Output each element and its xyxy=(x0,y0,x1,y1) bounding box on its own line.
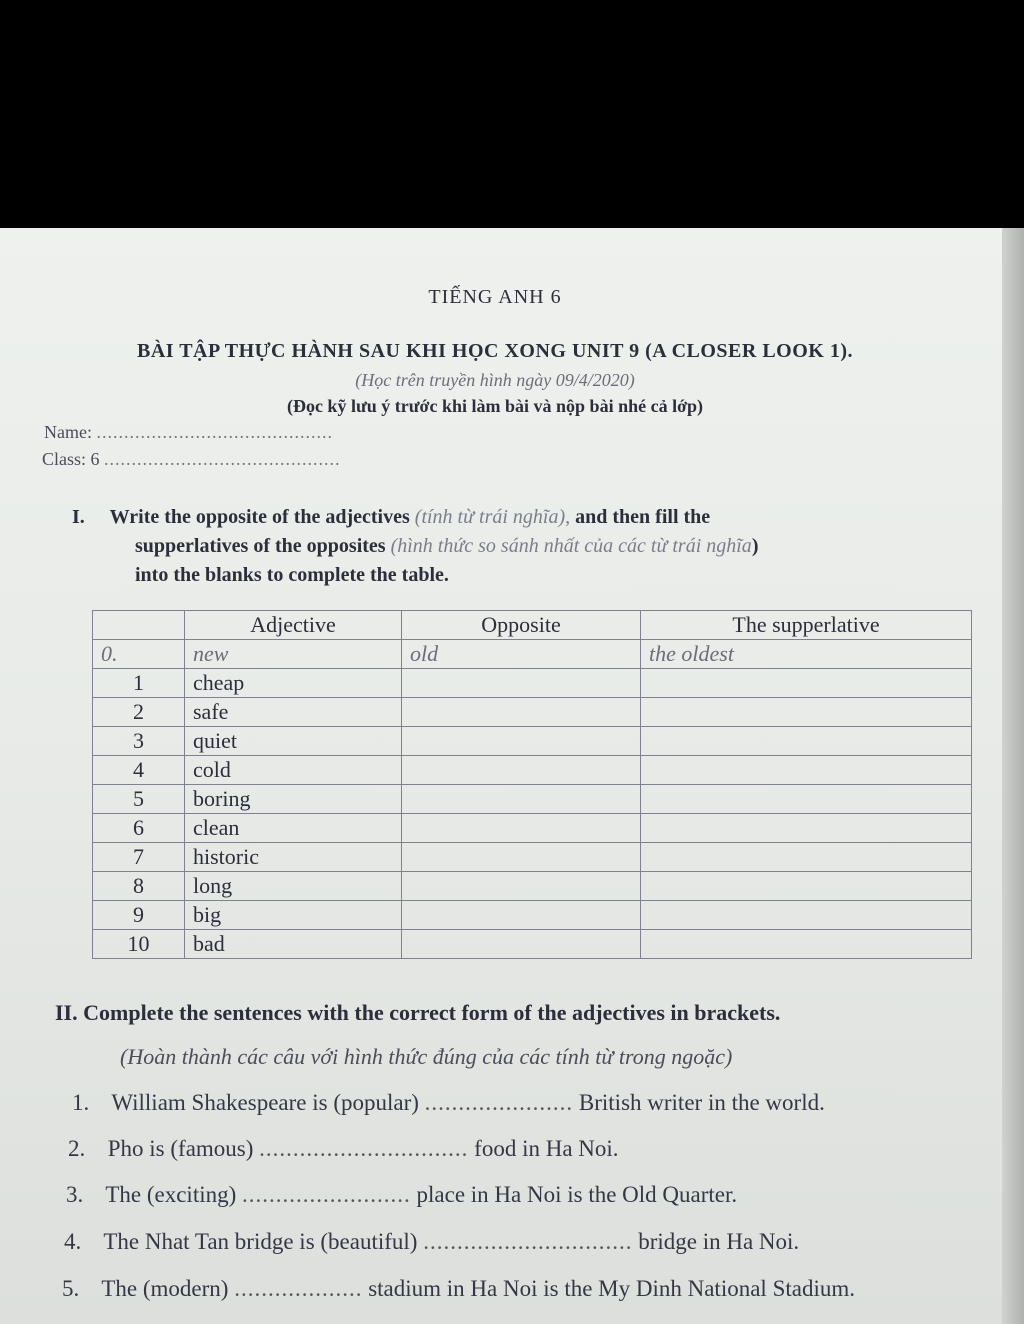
superlative-blank[interactable] xyxy=(641,872,972,901)
section-2-title: II. Complete the sentences with the correct form of the adjectives in brackets. xyxy=(55,1000,781,1025)
question-text-after: British writer in the world. xyxy=(578,1090,825,1115)
row-adjective: bad xyxy=(185,930,402,959)
broadcast-date-note: (Học trên truyền hình ngày 09/4/2020) xyxy=(355,370,635,390)
section-1-viet-b: (hình thức so sánh nhất của các từ trái nghĩa xyxy=(390,535,752,557)
table-row xyxy=(93,669,972,698)
section-1-number: I. xyxy=(72,506,85,528)
table-row xyxy=(93,727,972,756)
name-label: Name: xyxy=(44,422,92,442)
section-1-text-a: Write the opposite of the adjectives xyxy=(109,506,410,528)
row-adjective: cheap xyxy=(185,669,402,698)
row-number: 5 xyxy=(93,785,185,814)
section-1-text-c: supperlatives of the opposites xyxy=(135,535,386,557)
example-adjective: new xyxy=(185,640,402,669)
question-text-before: William Shakespeare is (popular) xyxy=(111,1090,419,1115)
question-4 xyxy=(64,1229,799,1255)
question-text-before: The Nhat Tan bridge is (beautiful) xyxy=(103,1229,418,1254)
row-number: 1 xyxy=(93,669,185,698)
answer-blank[interactable]: ................... xyxy=(234,1276,363,1301)
superlative-blank[interactable] xyxy=(641,814,972,843)
table-row xyxy=(93,756,972,785)
superlative-blank[interactable] xyxy=(641,843,972,872)
example-number: 0. xyxy=(93,640,185,669)
instruction-note: (Đọc kỹ lưu ý trước khi làm bài và nộp bài nhé cả lớp) xyxy=(286,396,704,416)
table-row xyxy=(93,843,972,872)
opposite-blank[interactable] xyxy=(402,698,641,727)
row-number: 6 xyxy=(93,814,185,843)
row-adjective: safe xyxy=(185,698,402,727)
question-text-after: food in Ha Noi. xyxy=(474,1136,619,1161)
table-row xyxy=(93,872,972,901)
question-number: 4. xyxy=(64,1229,82,1254)
table-row xyxy=(93,901,972,930)
question-2 xyxy=(68,1136,619,1162)
question-text-after: bridge in Ha Noi. xyxy=(638,1229,800,1254)
class-label: Class: 6 xyxy=(42,449,100,469)
section-1-text-b: and then fill the xyxy=(575,506,711,528)
answer-blank[interactable]: ............................... xyxy=(423,1229,633,1254)
row-number: 7 xyxy=(93,843,185,872)
superlative-blank[interactable] xyxy=(641,901,972,930)
section-1-line-3: into the blanks to complete the table. xyxy=(135,564,449,586)
row-number: 2 xyxy=(93,698,185,727)
paper-edge xyxy=(1002,228,1024,1324)
question-text-before: The (exciting) xyxy=(105,1182,237,1207)
opposite-blank[interactable] xyxy=(402,901,641,930)
answer-blank[interactable]: ......................... xyxy=(242,1182,411,1207)
question-text-after: stadium in Ha Noi is the My Dinh National Stadium. xyxy=(368,1276,855,1301)
question-text-before: Pho is (famous) xyxy=(107,1136,254,1161)
question-text-after: place in Ha Noi is the Old Quarter. xyxy=(416,1182,738,1207)
section-2-vietnamese-instruction: (Hoàn thành các câu với hình thức đúng của các tính từ trong ngoặc) xyxy=(120,1044,733,1069)
opposite-blank[interactable] xyxy=(402,930,641,959)
opposite-blank[interactable] xyxy=(402,814,641,843)
row-number: 10 xyxy=(93,930,185,959)
question-5 xyxy=(62,1276,855,1302)
question-1 xyxy=(72,1090,825,1116)
superlative-blank[interactable] xyxy=(641,930,972,959)
superlative-blank[interactable] xyxy=(641,698,972,727)
section-1-line-2 xyxy=(72,532,758,561)
header-number xyxy=(93,611,185,640)
superlative-blank[interactable] xyxy=(641,669,972,698)
example-opposite: old xyxy=(402,640,641,669)
opposite-blank[interactable] xyxy=(402,727,641,756)
question-number: 5. xyxy=(62,1276,80,1301)
row-adjective: long xyxy=(185,872,402,901)
table-header-row xyxy=(93,611,972,640)
question-number: 1. xyxy=(72,1090,90,1115)
row-number: 9 xyxy=(93,901,185,930)
name-blank: ........................................... xyxy=(96,422,333,442)
example-superlative: the oldest xyxy=(641,640,972,669)
name-field xyxy=(44,422,333,443)
row-adjective: big xyxy=(185,901,402,930)
opposite-blank[interactable] xyxy=(402,785,641,814)
subject-title: TIẾNG ANH 6 xyxy=(428,286,562,308)
question-text-before: The (modern) xyxy=(101,1276,229,1301)
header-superlative: The supperlative xyxy=(641,611,972,640)
example-row xyxy=(93,640,972,669)
superlative-blank[interactable] xyxy=(641,756,972,785)
row-adjective: historic xyxy=(185,843,402,872)
header-adjective: Adjective xyxy=(185,611,402,640)
superlative-blank[interactable] xyxy=(641,785,972,814)
row-number: 8 xyxy=(93,872,185,901)
row-number: 3 xyxy=(93,727,185,756)
question-3 xyxy=(66,1182,737,1208)
header-opposite: Opposite xyxy=(402,611,641,640)
section-1-viet-a: (tính từ trái nghĩa), xyxy=(414,506,571,528)
question-number: 2. xyxy=(68,1136,86,1161)
question-number: 3. xyxy=(66,1182,84,1207)
row-adjective: boring xyxy=(185,785,402,814)
class-field xyxy=(42,449,341,470)
section-1-instructions xyxy=(72,503,758,590)
opposite-blank[interactable] xyxy=(402,843,641,872)
section-1-text-d: ) xyxy=(751,535,759,557)
superlative-blank[interactable] xyxy=(641,727,972,756)
row-adjective: quiet xyxy=(185,727,402,756)
adjective-table xyxy=(92,610,972,959)
class-blank: ........................................... xyxy=(104,449,341,469)
row-adjective: cold xyxy=(185,756,402,785)
answer-blank[interactable]: ............................... xyxy=(259,1136,469,1161)
opposite-blank[interactable] xyxy=(402,669,641,698)
table-row xyxy=(93,785,972,814)
table-row xyxy=(93,698,972,727)
table-row xyxy=(93,814,972,843)
opposite-blank[interactable] xyxy=(402,756,641,785)
answer-blank[interactable]: ...................... xyxy=(424,1090,574,1115)
row-adjective: clean xyxy=(185,814,402,843)
row-number: 4 xyxy=(93,756,185,785)
table-row xyxy=(93,930,972,959)
worksheet-heading: BÀI TẬP THỰC HÀNH SAU KHI HỌC XONG UNIT 9 (A CLOSER LOOK 1). xyxy=(136,340,854,362)
opposite-blank[interactable] xyxy=(402,872,641,901)
